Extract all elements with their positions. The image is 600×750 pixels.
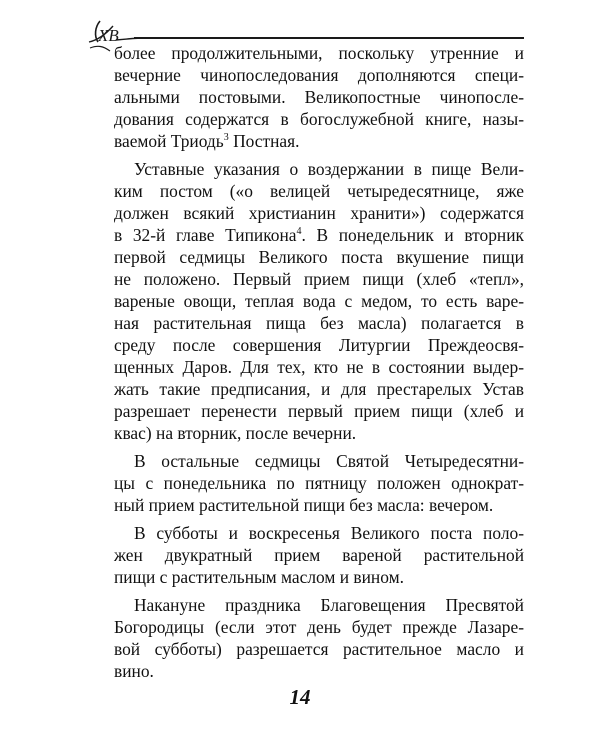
text-line: вой субботы) разрешается растительное масло и [114, 639, 524, 659]
text-line: альными постовыми. Великопостные чинопосле- [114, 87, 524, 107]
text-line: пищи с растительным маслом и вином. [114, 567, 404, 587]
text-line: щенных Даров. Для тех, кто не в состоянии выдер- [114, 357, 524, 377]
text-line: должен всякий христианин хранити») содержатся [114, 203, 524, 223]
header-monogram: ХВ [98, 26, 119, 45]
footnote-mark: 3 [223, 132, 229, 144]
text-line: В субботы и воскресенья Великого поста поло- [134, 523, 524, 543]
text-line: Богородицы (если этот день будет прежде Лазаре- [114, 617, 524, 637]
text-fragment: в 32-й главе Типикона [114, 225, 297, 245]
footnote-mark: 4 [296, 226, 302, 238]
text-fragment: Постная. [233, 131, 300, 151]
text-fragment: ваемой Триодь [114, 131, 224, 151]
text-line: Накануне праздника Благовещения Пресвятой [134, 595, 524, 615]
text-line: ная растительная пища без масла) полагается в [114, 313, 524, 333]
text-line: жен двукратный прием вареной растительной [114, 545, 524, 565]
text-line: дования содержатся в богослужебной книге, назы- [114, 109, 524, 129]
text-line: квас) на вторник, после вечерни. [114, 423, 357, 443]
text-line: среду после совершения Литургии Преждеосвя- [114, 335, 524, 355]
text-line: вечерние чинопоследования дополняются специ- [114, 65, 524, 85]
text-line [114, 130, 524, 152]
text-line: ким постом («о велицей четыредесятнице, яже [114, 181, 524, 201]
text-line: цы с понедельника по пятницу положен однократ- [114, 473, 524, 493]
text-line: Уставные указания о воздержании в пище Вели- [134, 159, 524, 179]
text-line: более продолжительными, поскольку утренние и [114, 43, 524, 63]
text-line: первой седмицы Великого поста вкушение пищи [114, 247, 524, 267]
text-line: разрешает перенести первый прием пищи (хлеб и [114, 401, 524, 421]
text-line [114, 224, 524, 246]
text-line: жать такие предписания, и для престарелых Устав [114, 379, 524, 399]
text-line: вареные овощи, теплая вода с медом, то есть варе- [114, 291, 524, 311]
text-line: вино. [114, 661, 154, 681]
text-fragment: . В понедельник и вторник [301, 225, 524, 245]
text-line: не положено. Первый прием пищи (хлеб «тепл», [114, 269, 524, 289]
text-line: В остальные седмицы Святой Четыредесятни- [134, 451, 524, 471]
text-line: ный прием растительной пищи без масла: вечером. [114, 495, 494, 515]
page-number: 14 [289, 685, 311, 709]
